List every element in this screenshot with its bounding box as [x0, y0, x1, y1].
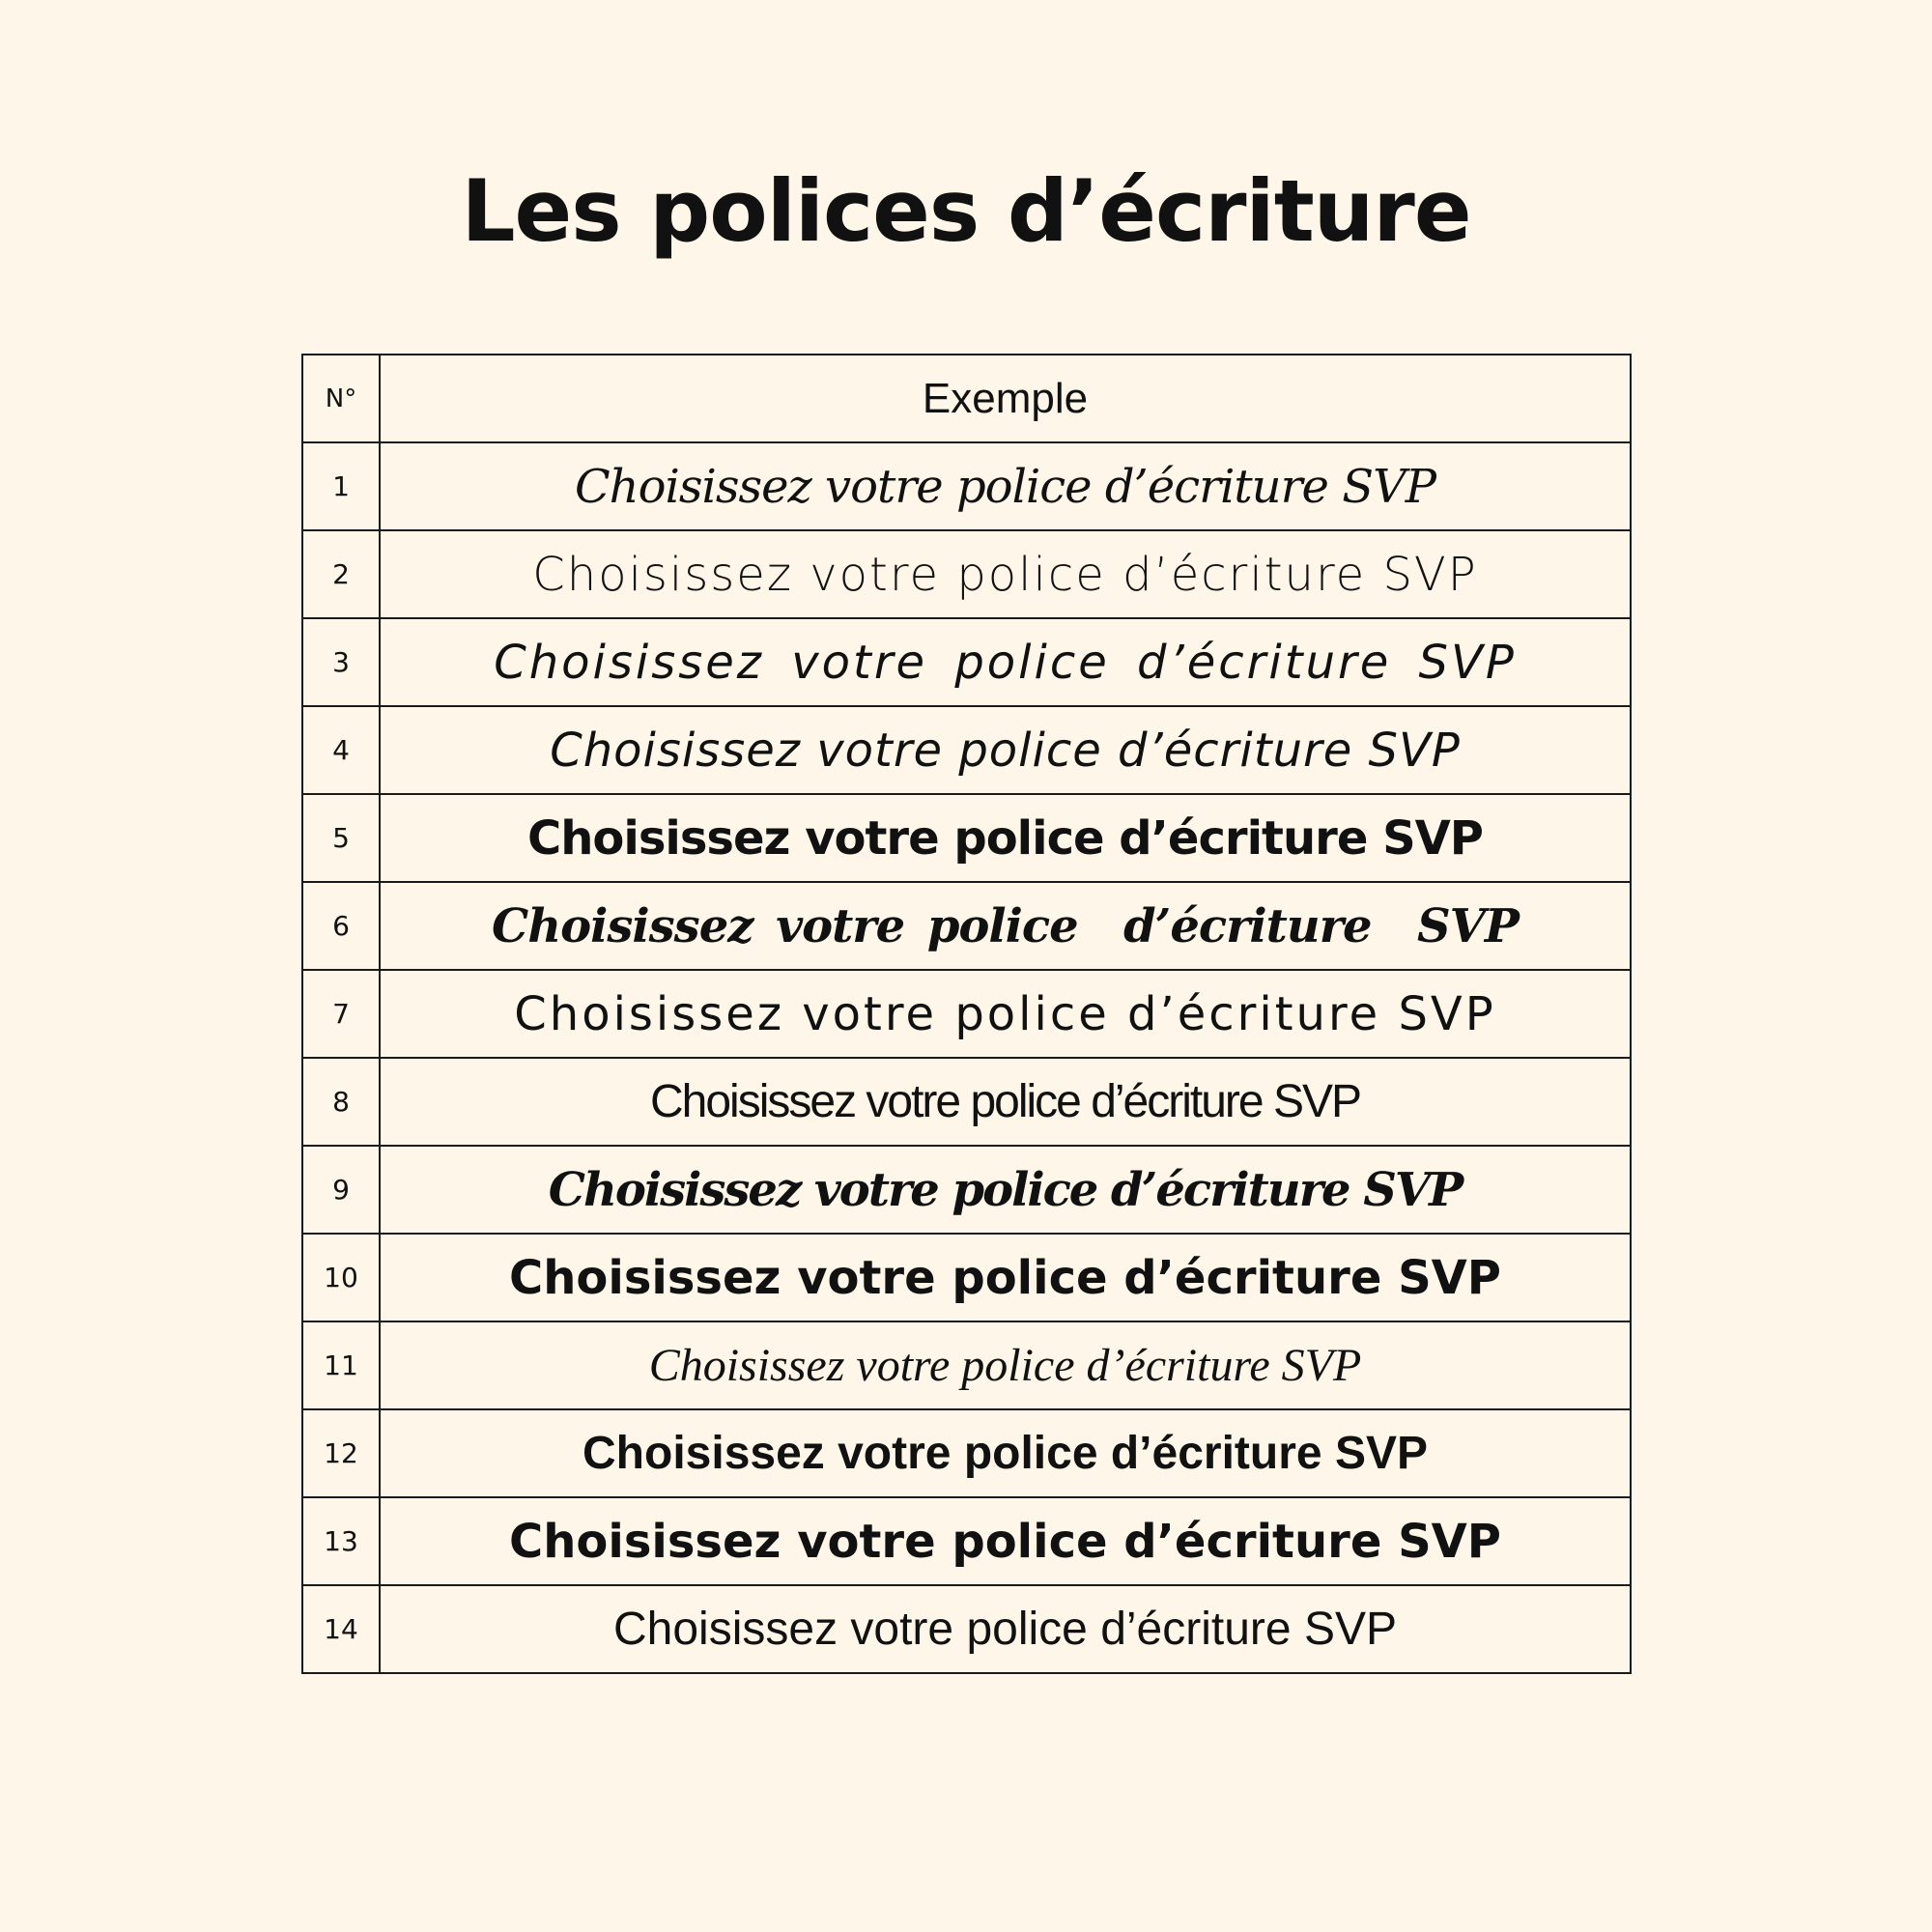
- font-sample-text: Choisissez votre police d’écriture SVP: [380, 530, 1631, 618]
- font-sample-text: Choisissez votre police d’écriture SVP: [380, 1146, 1631, 1234]
- font-sample-text: Choisissez votre police d’écriture SVP: [380, 794, 1631, 882]
- row-number: 10: [302, 1234, 380, 1321]
- row-number: 9: [302, 1146, 380, 1234]
- row-number: 5: [302, 794, 380, 882]
- font-sample-text: Choisissez votre police d’écriture SVP: [380, 1321, 1631, 1409]
- row-number: 7: [302, 970, 380, 1058]
- table-row: [302, 1146, 1631, 1234]
- table-row: [302, 706, 1631, 794]
- table-row: [302, 618, 1631, 706]
- table-row: [302, 1321, 1631, 1409]
- table-row: [302, 970, 1631, 1058]
- table-row: [302, 1497, 1631, 1585]
- font-sample-text: Choisissez votre police d’écriture SVP: [380, 618, 1631, 706]
- row-number: 12: [302, 1409, 380, 1497]
- font-sample-text: Choisissez votre police d’écriture SVP: [380, 1058, 1631, 1146]
- font-samples-table: [301, 354, 1632, 1674]
- table-row: [302, 1409, 1631, 1497]
- row-number: 4: [302, 706, 380, 794]
- row-number: 8: [302, 1058, 380, 1146]
- font-sample-text: Choisissez votre police d’écriture SVP: [380, 1234, 1631, 1321]
- row-number: 2: [302, 530, 380, 618]
- table-row: [302, 1585, 1631, 1673]
- font-sample-text: Choisissez votre police d’écriture SVP: [380, 882, 1631, 970]
- font-sample-text: Choisissez votre police d’écriture SVP: [380, 442, 1631, 530]
- table-row: [302, 794, 1631, 882]
- row-number: 11: [302, 1321, 380, 1409]
- table-row: [302, 442, 1631, 530]
- table-row: [302, 530, 1631, 618]
- row-number: 14: [302, 1585, 380, 1673]
- table-header-row: [302, 355, 1631, 442]
- page-title: Les polices d’écriture: [461, 160, 1471, 261]
- row-number: 3: [302, 618, 380, 706]
- table-row: [302, 882, 1631, 970]
- font-samples-table-container: [301, 354, 1630, 1674]
- font-sample-text: Choisissez votre police d’écriture SVP: [380, 1497, 1631, 1585]
- row-number: 1: [302, 442, 380, 530]
- font-sample-text: Choisissez votre police d’écriture SVP: [380, 1409, 1631, 1497]
- column-header-number: N°: [302, 355, 380, 442]
- font-sample-text: Choisissez votre police d’écriture SVP: [380, 970, 1631, 1058]
- row-number: 6: [302, 882, 380, 970]
- font-sample-text: Choisissez votre police d’écriture SVP: [380, 706, 1631, 794]
- table-row: [302, 1234, 1631, 1321]
- row-number: 13: [302, 1497, 380, 1585]
- font-sample-text: Choisissez votre police d’écriture SVP: [380, 1585, 1631, 1673]
- table-row: [302, 1058, 1631, 1146]
- column-header-example: Exemple: [380, 355, 1631, 442]
